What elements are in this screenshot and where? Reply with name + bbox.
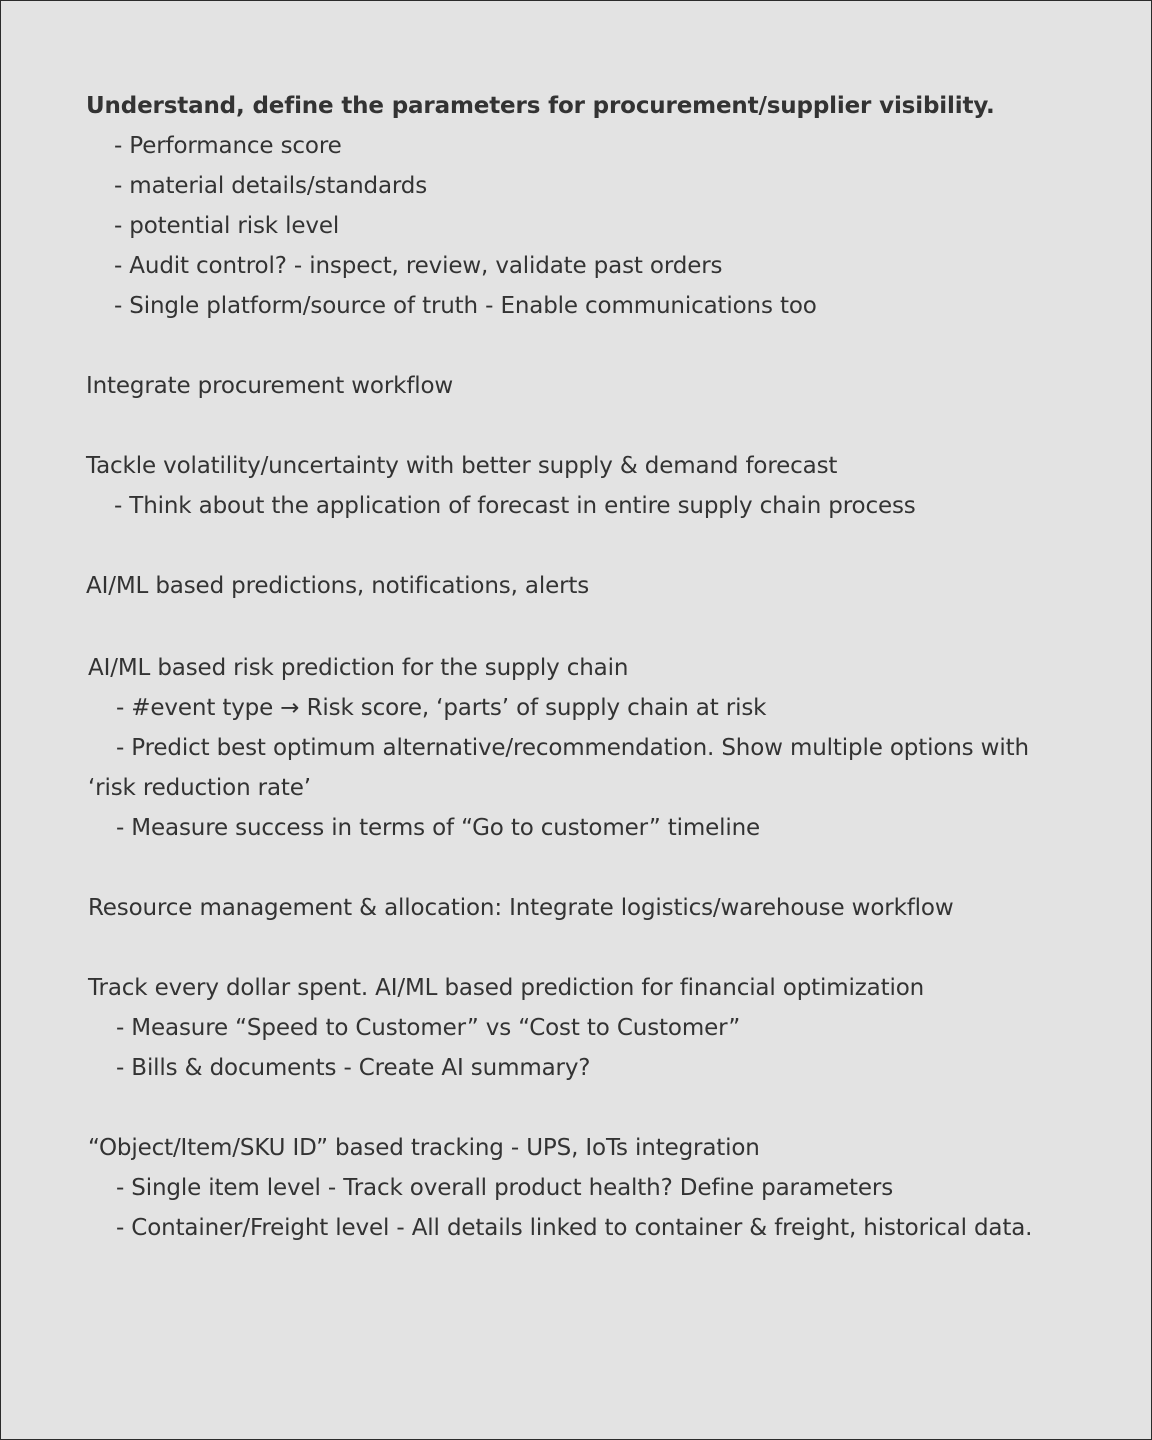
spacer [86, 406, 1116, 446]
section-heading-item-tracking: “Object/Item/SKU ID” based tracking - UPS, IoTs integration [88, 1135, 760, 1161]
spacer [86, 848, 1116, 888]
list-item: - #event type → Risk score, ‘parts’ of supply chain at risk [116, 695, 767, 721]
section-heading-predictions-alerts: AI/ML based predictions, notifications, alerts [86, 573, 590, 599]
section-heading-forecast: Tackle volatility/uncertainty with better supply & demand forecast [86, 453, 838, 479]
spacer [86, 928, 1116, 968]
list-item: - Audit control? - inspect, review, validate past orders [114, 253, 723, 279]
list-item: - Measure success in terms of “Go to customer” timeline [116, 815, 761, 841]
list-item: - Single platform/source of truth - Enable communications too [114, 293, 817, 319]
list-item: - Performance score [114, 133, 342, 159]
spacer [86, 526, 1116, 566]
list-item: - Single item level - Track overall product health? Define parameters [116, 1175, 894, 1201]
list-item: - Think about the application of forecast in entire supply chain process [114, 493, 916, 519]
section-heading-financial-optimization: Track every dollar spent. AI/ML based prediction for financial optimization [88, 975, 925, 1001]
list-item: - Measure “Speed to Customer” vs “Cost to Customer” [116, 1015, 741, 1041]
spacer [86, 1088, 1116, 1128]
section-heading-procurement-workflow: Integrate procurement workflow [86, 373, 454, 399]
list-item: - potential risk level [114, 213, 340, 239]
list-item: - material details/standards [114, 173, 428, 199]
notes-content [86, 86, 1116, 1248]
section-heading-resource-management: Resource management & allocation: Integrate logistics/warehouse workflow [88, 895, 954, 921]
section-heading-supplier-visibility: Understand, define the parameters for procurement/supplier visibility. [86, 93, 995, 119]
list-item: - Bills & documents - Create AI summary? [116, 1055, 591, 1081]
spacer [86, 606, 1116, 648]
list-item: - Container/Freight level - All details linked to container & freight, historical data. [116, 1215, 1033, 1241]
section-heading-risk-prediction: AI/ML based risk prediction for the supply chain [88, 655, 629, 681]
spacer [86, 326, 1116, 366]
list-item: - Predict best optimum alternative/recommendation. Show multiple options with [116, 735, 1029, 761]
list-item-continuation: ‘risk reduction rate’ [88, 775, 311, 801]
